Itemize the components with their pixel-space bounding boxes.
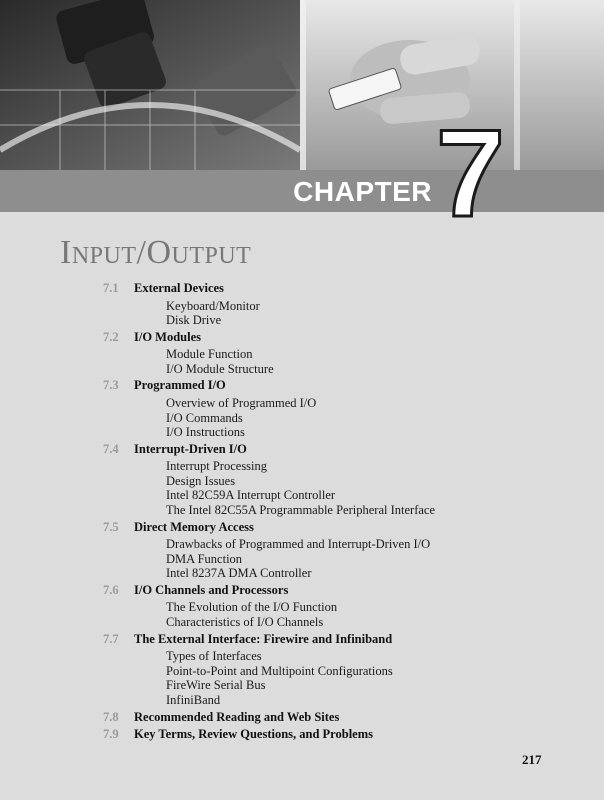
toc-section-title: Key Terms, Review Questions, and Problems — [134, 727, 374, 741]
toc-subsection: Disk Drive — [166, 313, 222, 328]
toc-section-title: Recommended Reading and Web Sites — [134, 709, 340, 724]
toc-subsection: I/O Module Structure — [166, 361, 274, 376]
chapter-title: Input/Output — [60, 234, 252, 271]
banner-collage — [0, 0, 604, 170]
toc-subsection: Drawbacks of Programmed and Interrupt-Driven I/O — [166, 537, 431, 552]
chapter-banner-photo — [0, 0, 604, 170]
toc-subsection: Intel 82C59A Interrupt Controller — [166, 488, 336, 503]
chapter-label: CHAPTER — [293, 176, 432, 207]
toc-subsection: Interrupt Processing — [166, 459, 268, 474]
toc-subsection: The Evolution of the I/O Function — [166, 600, 338, 615]
toc-section-number: 7.4 — [103, 441, 119, 456]
toc-section-title: Programmed I/O — [134, 378, 226, 393]
toc-subsection: InfiniBand — [166, 692, 221, 707]
toc-section-number: 7.6 — [103, 582, 119, 597]
toc-subsection: I/O Instructions — [166, 425, 245, 440]
toc-section-title: External Devices — [134, 281, 224, 295]
toc-subsection: DMA Function — [166, 551, 243, 566]
toc-section-title: Interrupt-Driven I/O — [134, 441, 247, 456]
toc-section-number: 7.9 — [103, 727, 119, 741]
toc-subsection: Types of Interfaces — [166, 649, 262, 664]
chapter-number: 7 — [436, 105, 505, 243]
page-number: 217 — [522, 752, 542, 767]
toc-subsection: Overview of Programmed I/O — [166, 395, 317, 410]
toc-section-number: 7.1 — [103, 281, 119, 295]
toc-section-title: I/O Modules — [134, 329, 202, 344]
toc-section-title: The External Interface: Firewire and Infiniband — [134, 631, 393, 646]
toc-subsection: Design Issues — [166, 473, 236, 488]
toc-section-title: I/O Channels and Processors — [134, 582, 289, 597]
toc-subsection: Intel 8237A DMA Controller — [166, 566, 312, 581]
toc-subsection: Module Function — [166, 347, 253, 362]
toc-section-number: 7.2 — [103, 329, 119, 344]
toc-subsection: Characteristics of I/O Channels — [166, 615, 324, 629]
toc-subsection: The Intel 82C55A Programmable Peripheral Interface — [166, 503, 436, 517]
toc-subsection: Point-to-Point and Multipoint Configurations — [166, 663, 393, 678]
toc-section-title: Direct Memory Access — [134, 519, 254, 534]
toc-section-number: 7.5 — [103, 519, 119, 534]
toc-subsection: FireWire Serial Bus — [166, 678, 266, 693]
toc-subsection: I/O Commands — [166, 410, 243, 425]
toc-subsection: Keyboard/Monitor — [166, 298, 260, 313]
toc-section-number: 7.7 — [103, 631, 119, 646]
toc-section-number: 7.8 — [103, 709, 119, 724]
toc-section-number: 7.3 — [103, 378, 119, 393]
